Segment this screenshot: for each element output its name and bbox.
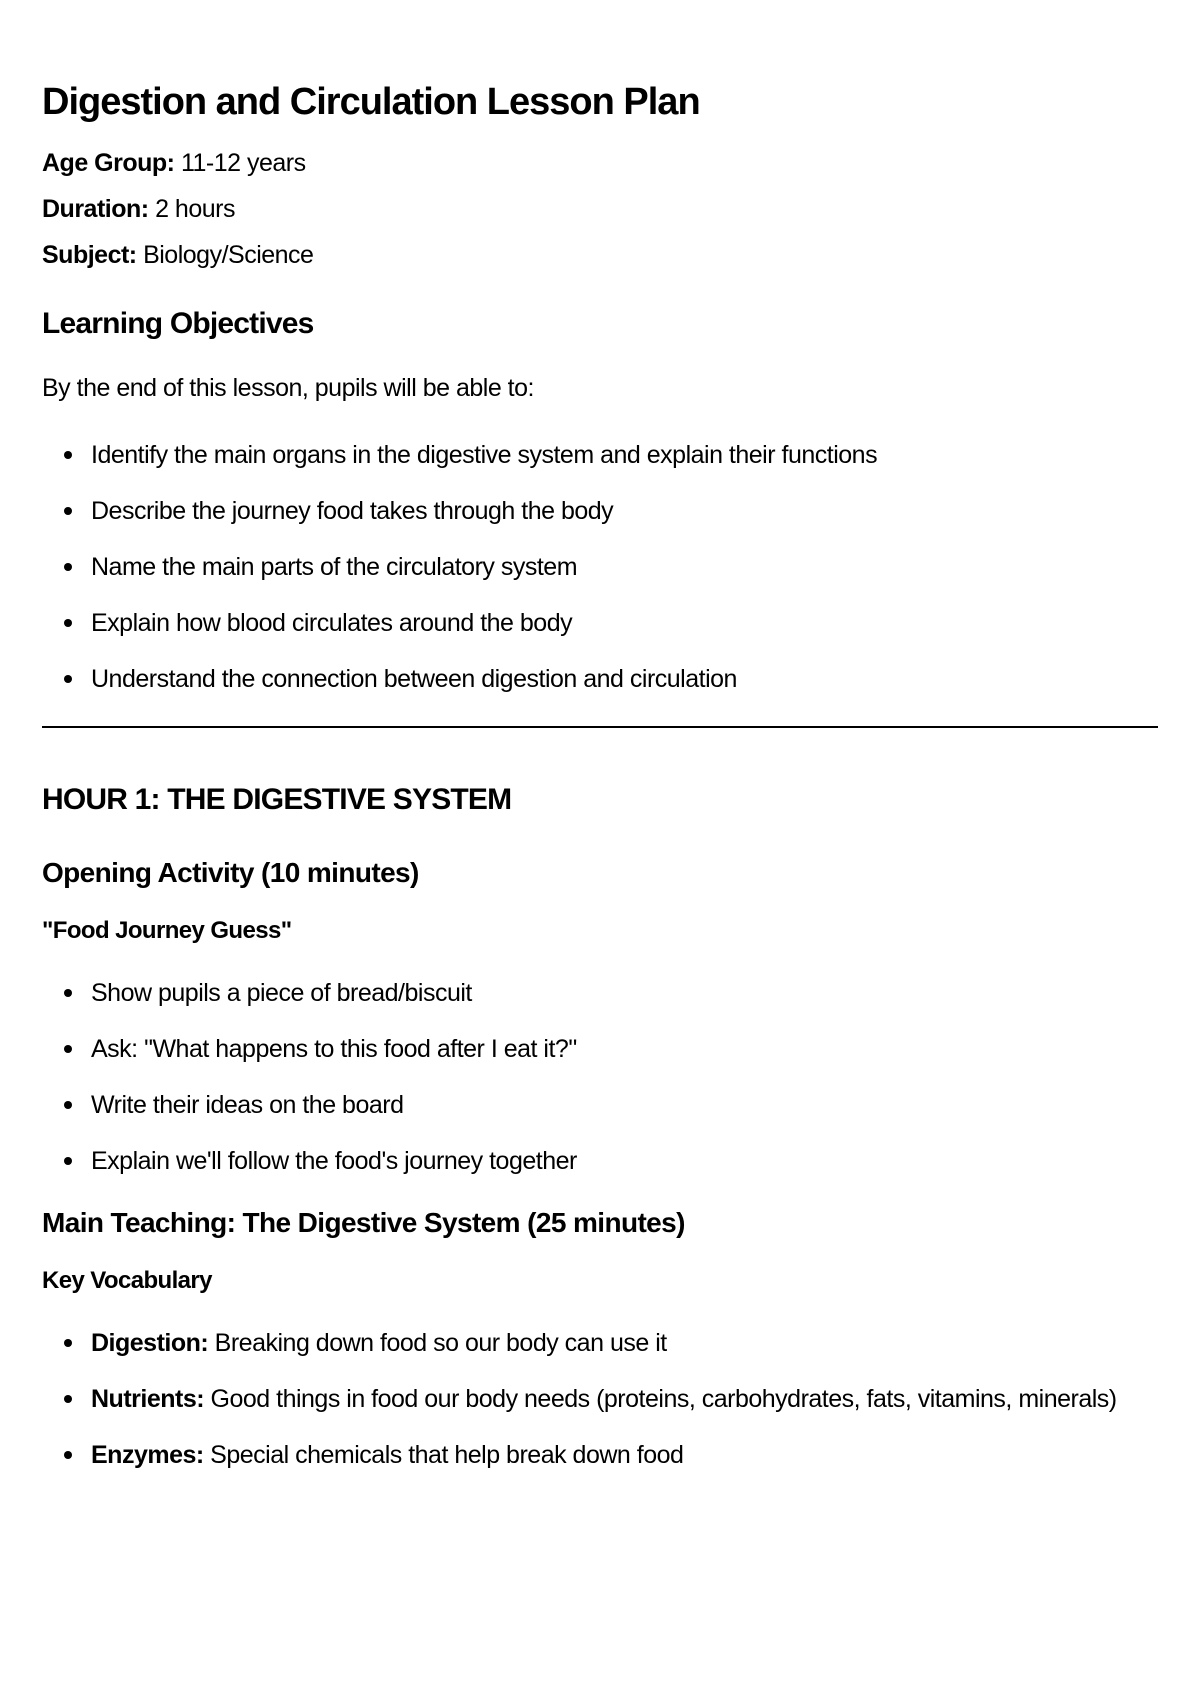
objectives-intro: By the end of this lesson, pupils will be able to: [42, 374, 534, 402]
vocab-definition: Good things in food our body needs (proteins, carbohydrates, fats, vitamins, minerals) [210, 1385, 1117, 1413]
vocab-term: Enzymes: [91, 1441, 204, 1469]
list-item [42, 1320, 1158, 1366]
meta-value: Biology/Science [143, 241, 314, 269]
vocab-definition: Breaking down food so our body can use it [214, 1329, 667, 1357]
lesson-meta [42, 140, 1158, 278]
vocabulary-list [42, 1320, 1158, 1478]
key-vocabulary-heading: Key Vocabulary [42, 1267, 212, 1294]
list-item: Understand the connection between digestion and circulation [42, 656, 1158, 702]
main-teaching-heading: Main Teaching: The Digestive System (25 minutes) [42, 1207, 685, 1238]
meta-subject [42, 232, 1158, 278]
list-item: Ask: "What happens to this food after I eat it?" [42, 1026, 1158, 1072]
meta-duration [42, 186, 1158, 232]
vocab-term: Nutrients: [91, 1385, 205, 1413]
hour1-heading: HOUR 1: THE DIGESTIVE SYSTEM [42, 783, 512, 816]
vocab-definition: Special chemicals that help break down food [210, 1441, 684, 1469]
list-item: Explain how blood circulates around the body [42, 600, 1158, 646]
vocab-term: Digestion: [91, 1329, 209, 1357]
opening-activity-list [42, 970, 1158, 1184]
list-item: Describe the journey food takes through the body [42, 488, 1158, 534]
list-item [42, 1432, 1158, 1478]
page-title: Digestion and Circulation Lesson Plan [42, 81, 700, 123]
meta-label: Age Group: [42, 149, 175, 177]
opening-activity-subheading: "Food Journey Guess" [42, 917, 292, 944]
section-divider [42, 726, 1158, 728]
meta-value: 2 hours [155, 195, 235, 223]
meta-age-group [42, 140, 1158, 186]
list-item: Name the main parts of the circulatory system [42, 544, 1158, 590]
objectives-list [42, 432, 1158, 702]
objectives-heading: Learning Objectives [42, 307, 314, 340]
meta-label: Subject: [42, 241, 137, 269]
list-item: Write their ideas on the board [42, 1082, 1158, 1128]
meta-value: 11-12 years [180, 149, 306, 177]
list-item: Identify the main organs in the digestive system and explain their functions [42, 432, 1158, 478]
list-item: Show pupils a piece of bread/biscuit [42, 970, 1158, 1016]
opening-activity-heading: Opening Activity (10 minutes) [42, 857, 419, 888]
list-item: Explain we'll follow the food's journey together [42, 1138, 1158, 1184]
list-item [42, 1376, 1158, 1422]
meta-label: Duration: [42, 195, 149, 223]
